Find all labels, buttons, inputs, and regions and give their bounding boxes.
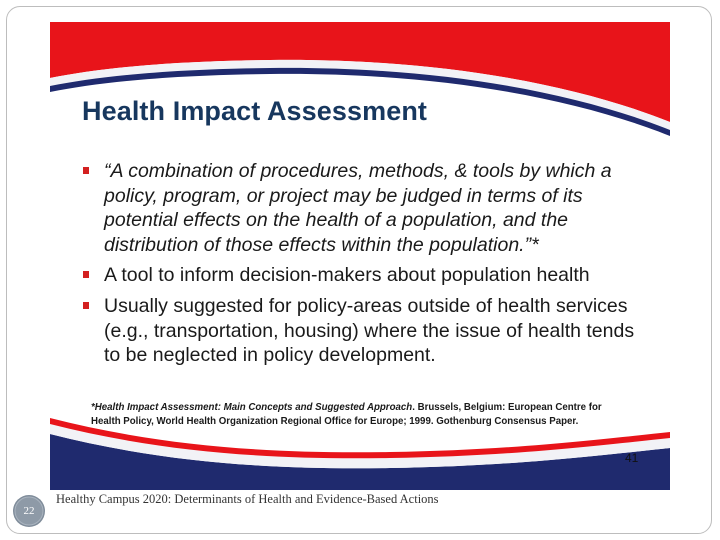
slide-number: 41 bbox=[625, 451, 639, 465]
bullet-text: Usually suggested for policy-areas outside of health services (e.g., transportation, housing) where the issue of health tends to be neglected in policy development. bbox=[104, 294, 635, 367]
bullet-text: “A combination of procedures, methods, & tools by which a policy, program, or project may be judged in terms of its potential effects on the health of a population, and the distribution of those effects within the population.”* bbox=[104, 160, 612, 256]
slide-title: Health Impact Assessment bbox=[82, 96, 428, 126]
bullet-list bbox=[82, 159, 652, 374]
bullet-marker bbox=[83, 167, 89, 174]
bullet-item bbox=[82, 263, 652, 288]
bullet-marker bbox=[83, 302, 89, 309]
bullet-text: A tool to inform decision-makers about population health bbox=[104, 264, 590, 287]
page-number-badge bbox=[12, 494, 46, 528]
page-number: 22 bbox=[23, 505, 35, 517]
footer-text: Healthy Campus 2020: Determinants of Health and Evidence-Based Actions bbox=[56, 492, 439, 506]
reference-title: *Health Impact Assessment: Main Concepts and Suggested Approach bbox=[91, 402, 413, 413]
bullet-item bbox=[82, 159, 652, 257]
reference-note bbox=[91, 401, 631, 429]
reference-details: . Brussels, Belgium: European Centre for Health Policy, World Health Organization Regional Office for Europe; 1999. Gothenburg Consensus Paper. bbox=[91, 402, 602, 427]
slide-image bbox=[50, 22, 670, 490]
bullet-marker bbox=[83, 271, 89, 278]
bullet-item bbox=[82, 294, 652, 368]
